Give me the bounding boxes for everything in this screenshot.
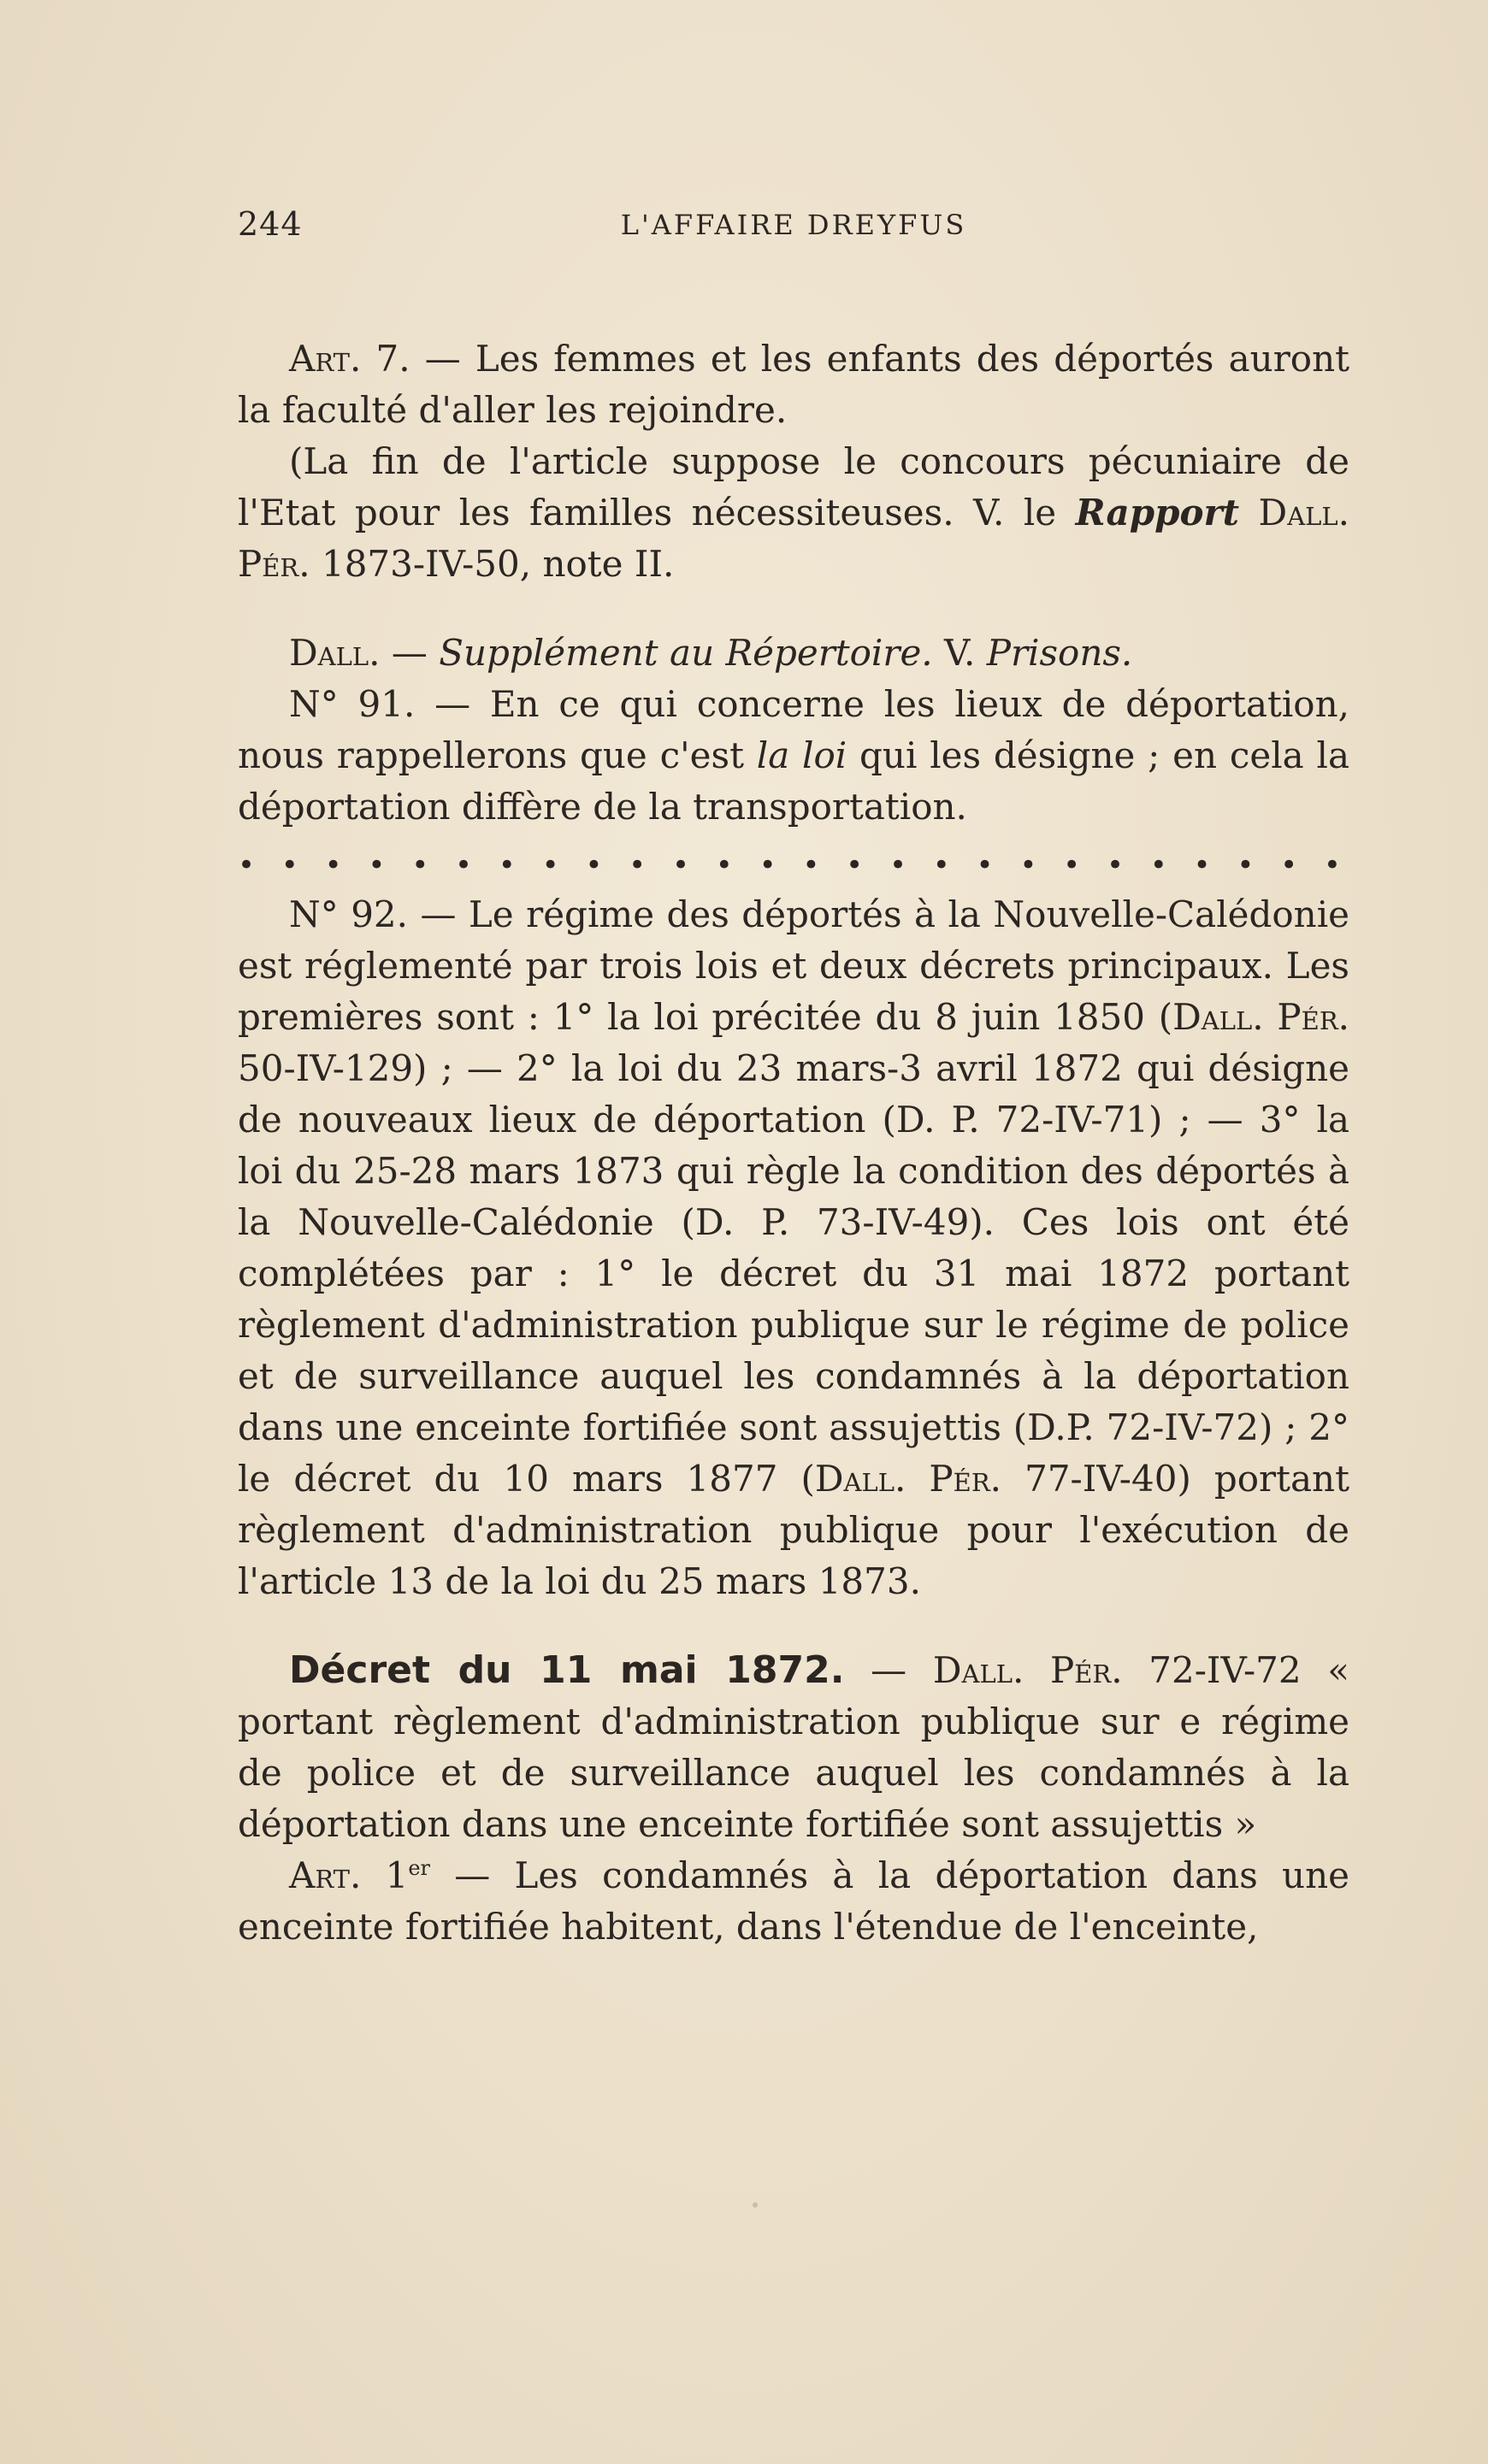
note-rapport: Rapport xyxy=(1075,492,1240,533)
ellipsis-dot: • xyxy=(1323,848,1341,882)
ellipsis-dot: • xyxy=(1106,848,1124,882)
ellipsis-dot: • xyxy=(368,848,386,882)
dall-v: V. xyxy=(932,632,987,674)
ellipsis-dot: • xyxy=(541,848,559,882)
page-number: 244 xyxy=(238,205,303,243)
n91-text-b: qui les désigne ; en cela la déportation diffère de la transportation. xyxy=(238,734,1349,828)
ellipsis-dot: • xyxy=(324,848,342,882)
prisons-title: Prisons. xyxy=(986,632,1133,674)
article-1-sup: er xyxy=(408,1856,431,1880)
ellipsis-dot: • xyxy=(1280,848,1298,882)
ellipsis-dot: • xyxy=(846,848,864,882)
ellipsis-dot: • xyxy=(715,848,733,882)
page-header xyxy=(238,197,1349,248)
note-text-a: (La fin de l'article suppose le concours pécuniaire de l'Etat pour les familles nécessiteuses. V. le xyxy=(238,440,1349,533)
ellipsis-dot: • xyxy=(498,848,516,882)
book-page xyxy=(238,197,1349,1953)
dall-dash: — xyxy=(380,632,440,674)
ellipsis-dots xyxy=(238,848,1349,882)
ellipsis-dot: • xyxy=(238,848,256,882)
article-7-label: Art. 7. xyxy=(289,338,410,380)
ellipsis-dot: • xyxy=(411,848,429,882)
article-7-paragraph xyxy=(238,333,1349,436)
article-1-label: Art. 1 xyxy=(289,1854,409,1896)
dall-supplement-paragraph xyxy=(238,628,1349,679)
decret-heading: Décret du 11 mai 1872. xyxy=(289,1648,845,1692)
n92-dall-2: Dall. Pér. xyxy=(814,1458,1002,1500)
n91-text-a: N° 91. — En ce qui concerne les lieux de déportation, nous rappellerons que c'est xyxy=(238,683,1349,776)
ellipsis-dot: • xyxy=(585,848,603,882)
decret-text: 72-IV-72 « portant règlement d'administration publique sur e régime de police et de surveillance auquel les condamnés à la déportation dans une enceinte fortifiée sont assujettis » xyxy=(238,1649,1349,1845)
ellipsis-dot: • xyxy=(759,848,776,882)
supplement-title: Supplément au Répertoire. xyxy=(439,632,933,674)
decret-paragraph xyxy=(238,1645,1349,1850)
article-7-text: — Les femmes et les enfants des déportés auront la faculté d'aller les rejoindre. xyxy=(238,338,1349,431)
n92-paragraph xyxy=(238,889,1349,1607)
ellipsis-dot: • xyxy=(889,848,907,882)
n91-la-loi: la loi xyxy=(756,734,847,776)
ellipsis-dot: • xyxy=(454,848,473,882)
decret-dall: Dall. Pér. xyxy=(932,1649,1123,1691)
ellipsis-dot: • xyxy=(671,848,690,882)
note-dall-ref: Dall. Pér. xyxy=(238,492,1349,585)
n92-dall-1: Dall. Pér. xyxy=(1172,996,1350,1038)
ellipsis-dot: • xyxy=(802,848,820,882)
paper-speck xyxy=(753,2202,758,2208)
n92-text-2: 50-IV-129) ; — 2° la loi du 23 mars-3 avril 1872 qui désigne de nouveaux lieux de déportation (D. P. 72-IV-71) ; — 3° la loi du 25-28 mars 1873 qui règle la condition des déportés à la Nouvelle-Calédonie (D. P. 73-IV-49). Ces lois ont été complétées par : 1° le décret du 31 mai 1872 portant règlement d'administration publique sur le régime de police et de surveillance auquel les condamnés à la déportation dans une enceinte fortifiée sont assujettis (D.P. 72-IV-72) ; 2° le décret du 10 mars 1877 ( xyxy=(238,1047,1349,1500)
dall-label: Dall. xyxy=(289,632,381,674)
ellipsis-dot: • xyxy=(1193,848,1211,882)
ellipsis-dot: • xyxy=(280,848,298,882)
article-1-text: — Les condamnés à la déportation dans une enceinte fortifiée habitent, dans l'étendue de l'enceinte, xyxy=(238,1854,1349,1948)
page-body xyxy=(238,333,1349,1953)
note-paragraph xyxy=(238,436,1349,590)
ellipsis-dot: • xyxy=(932,848,950,882)
running-title: L'AFFAIRE DREYFUS xyxy=(620,209,967,241)
n92-text-1: N° 92. — Le régime des déportés à la Nouvelle-Calédonie est réglementé par trois lois et deux décrets principaux. Les premières sont : 1° la loi précitée du 8 juin 1850 ( xyxy=(238,893,1349,1038)
spacer xyxy=(238,1607,1349,1645)
decret-dash: — xyxy=(844,1649,933,1691)
note-space xyxy=(1239,492,1259,533)
ellipsis-dot: • xyxy=(1063,848,1081,882)
ellipsis-dot: • xyxy=(1237,848,1255,882)
n91-paragraph xyxy=(238,679,1349,833)
note-text-b: 1873-IV-50, note II. xyxy=(310,543,675,585)
ellipsis-dot: • xyxy=(1149,848,1167,882)
spacer xyxy=(238,590,1349,628)
ellipsis-dot: • xyxy=(976,848,994,882)
n92-text-3: 77-IV-40) portant règlement d'administration publique pour l'exécution de l'article 13 de la loi du 25 mars 1873. xyxy=(238,1458,1349,1602)
ellipsis-dot: • xyxy=(629,848,647,882)
ellipsis-dot: • xyxy=(1019,848,1037,882)
article-1-paragraph xyxy=(238,1850,1349,1953)
